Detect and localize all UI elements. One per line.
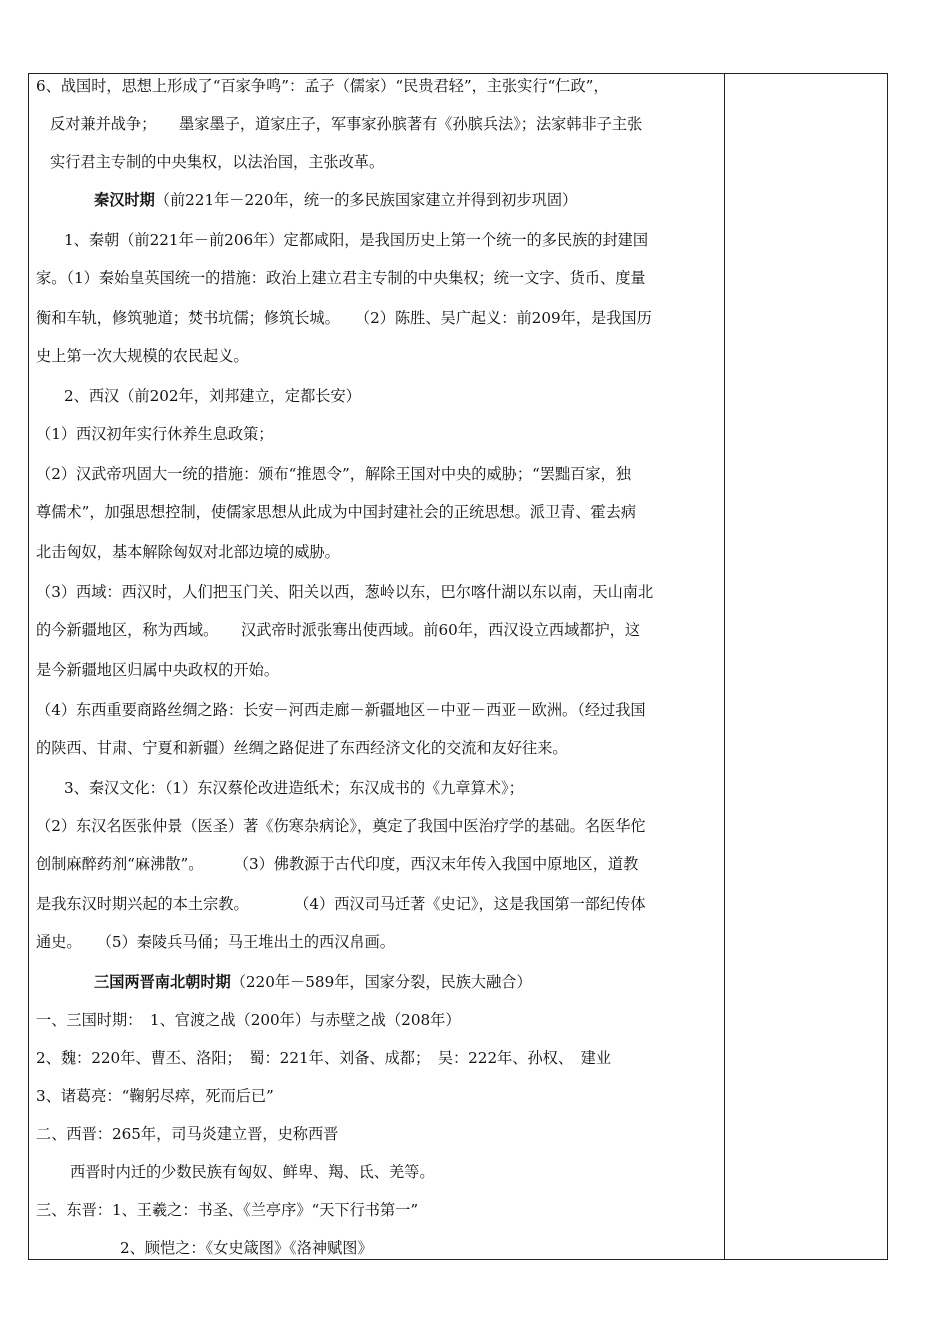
line-text: 二、西晋：265年，司马炎建立晋，史称西晋 <box>36 1125 339 1143</box>
text-line <box>36 620 640 640</box>
text-line <box>64 230 648 250</box>
line-text: 史上第一次大规模的农民起义。 <box>36 347 249 365</box>
line-text: 是我东汉时期兴起的本土宗教。 （4）西汉司马迁著《史记》，这是我国第一部纪传体 <box>36 895 646 913</box>
line-text: 衡和车轨，修筑驰道；焚书坑儒；修筑长城。 （2）陈胜、吴广起义：前209年，是我国历 <box>36 309 652 327</box>
text-line <box>50 152 384 172</box>
text-line <box>120 1238 373 1258</box>
text-line <box>64 386 361 406</box>
text-line <box>36 1200 418 1220</box>
text-line <box>36 268 646 288</box>
line-text: 三、东晋：1、王羲之：书圣、《兰亭序》“天下行书第一” <box>36 1201 419 1219</box>
line-text: 的陕西、甘肃、宁夏和新疆）丝绸之路促进了东西经济文化的交流和友好往来。 <box>36 739 568 757</box>
text-line <box>36 854 638 874</box>
text-line <box>36 1048 611 1068</box>
text-line <box>36 894 646 914</box>
text-line <box>36 502 636 522</box>
text-line <box>36 424 273 444</box>
text-line <box>36 1086 274 1106</box>
text-line <box>36 542 340 562</box>
line-text: 尊儒术”，加强思想控制，使儒家思想从此成为中国封建社会的正统思想。派卫青、霍去病 <box>36 503 637 521</box>
line-text: 2、顾恺之：《女史箴图》《洛神赋图》 <box>120 1239 373 1257</box>
line-text: 实行君主专制的中央集权，以法治国，主张改革。 <box>50 153 385 171</box>
line-text: 6、战国时，思想上形成了“百家争鸣”：孟子（儒家）“民贵君轻”，主张实行“仁政”， <box>36 77 609 95</box>
line-text: 反对兼并战争； 墨家墨子，道家庄子，军事家孙膑著有《孙膑兵法》；法家韩非子主张 <box>50 115 643 133</box>
line-text: （4）东西重要商路丝绸之路：长安－河西走廊－新疆地区－中亚－西亚－欧洲。（经过我国 <box>36 701 646 719</box>
text-line <box>94 190 577 210</box>
text-line <box>36 816 646 836</box>
line-text: （前221年－220年，统一的多民族国家建立并得到初步巩固） <box>154 191 578 209</box>
line-text: （2）东汉名医张仲景（医圣）著《伤寒杂病论》，奠定了我国中医治疗学的基础。名医华佗 <box>36 817 646 835</box>
line-text: （2）汉武帝巩固大一统的措施：颁布“推恩令”，解除王国对中央的威胁；“罢黜百家，独 <box>36 465 631 483</box>
line-text: 一、三国时期： 1、官渡之战（200年）与赤壁之战（208年） <box>36 1011 461 1029</box>
text-line <box>94 972 532 992</box>
text-line <box>64 778 524 798</box>
line-text: （220年－589年，国家分裂，民族大融合） <box>230 973 532 991</box>
text-line <box>70 1162 435 1182</box>
section-heading: 秦汉时期 <box>94 191 155 209</box>
text-line <box>36 700 646 720</box>
text-line <box>36 738 568 758</box>
line-text: 2、西汉（前202年，刘邦建立，定都长安） <box>64 387 361 405</box>
text-line <box>36 464 631 484</box>
text-line <box>36 582 653 602</box>
line-text: 北击匈奴，基本解除匈奴对北部边境的威胁。 <box>36 543 340 561</box>
line-text: 2、魏：220年、曹丕、洛阳； 蜀：221年、刘备、成都； 吴：222年、孙权、 建业 <box>36 1049 612 1067</box>
text-line <box>36 932 395 952</box>
line-text: 的今新疆地区，称为西域。 汉武帝时派张骞出使西域。前60年，西汉设立西域都护，这 <box>36 621 641 639</box>
line-text: 是今新疆地区归属中央政权的开始。 <box>36 661 279 679</box>
line-text: 3、秦汉文化：（1）东汉蔡伦改进造纸术；东汉成书的《九章算术》； <box>64 779 524 797</box>
line-text: 家。（1）秦始皇英国统一的措施：政治上建立君主专制的中央集权；统一文字、货币、度量 <box>36 269 646 287</box>
line-text: 3、诸葛亮：“鞠躬尽瘁，死而后已” <box>36 1087 274 1105</box>
line-text: 1、秦朝（前221年－前206年）定都咸阳，是我国历史上第一个统一的多民族的封建国 <box>64 231 649 249</box>
text-line <box>36 308 652 328</box>
text-line <box>36 76 609 96</box>
text-line <box>50 114 642 134</box>
line-text: 创制麻醉药剂“麻沸散”。 （3）佛教源于古代印度，西汉末年传入我国中原地区，道教 <box>36 855 639 873</box>
section-heading: 三国两晋南北朝时期 <box>94 973 231 991</box>
text-line <box>36 1124 338 1144</box>
table-column-divider <box>724 73 725 1260</box>
line-text: 西晋时内迁的少数民族有匈奴、鲜卑、羯、氐、羌等。 <box>70 1163 435 1181</box>
line-text: （1）西汉初年实行休养生息政策； <box>36 425 274 443</box>
text-line <box>36 660 279 680</box>
line-text: 通史。 （5）秦陵兵马俑；马王堆出土的西汉帛画。 <box>36 933 395 951</box>
text-line <box>36 346 249 366</box>
text-line <box>36 1010 461 1030</box>
line-text: （3）西域：西汉时，人们把玉门关、阳关以西，葱岭以东，巴尔喀什湖以东以南，天山南北 <box>36 583 654 601</box>
